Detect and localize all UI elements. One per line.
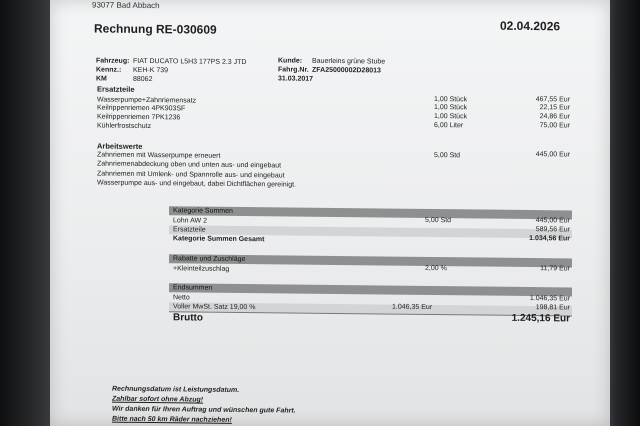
part-qty: 1,00 Stück — [434, 96, 468, 104]
brutto-amount: 1.245,16 Eur — [511, 312, 570, 325]
fahrzeug-label: Fahrzeug: — [96, 57, 130, 65]
kennz-value: KEH-K 739 — [133, 66, 169, 75]
part-qty: 1,00 Stück — [434, 104, 468, 112]
brutto-label: Brutto — [173, 312, 203, 324]
fahrgnr-value: ZFA25000002D28013 — [312, 66, 381, 75]
part-qty: 1,00 Stück — [434, 113, 468, 121]
erstzulassung-date: 31.03.2017 — [278, 75, 314, 83]
kategorie-row-qty: 5,00 Std — [425, 216, 452, 225]
netto-label: Netto — [173, 294, 190, 302]
footer-line: Bitte nach 50 km Räder nachziehen! — [112, 415, 232, 424]
rabatte-percent: 2,00 % — [425, 264, 447, 273]
rabatte-label: +Kleinteilzuschlag — [173, 265, 230, 273]
mwst-amount: 198,81 Eur — [535, 304, 570, 312]
km-value: 88062 — [133, 75, 153, 84]
kategorie-row-amount: 589,56 Eur — [535, 226, 570, 234]
part-qty: 6,00 Liter — [434, 122, 464, 130]
labor-line: Zahnriemen mit Wasserpumpe erneuert — [97, 151, 221, 160]
part-price: 75,00 Eur — [539, 122, 570, 130]
invoice-date: 02.04.2026 — [500, 18, 561, 34]
fahrgnr-label: Fahrg.Nr. — [278, 66, 309, 74]
km-label: KM — [96, 75, 107, 83]
kennz-label: Kennz.: — [96, 66, 122, 74]
netto-amount: 1.046,35 Eur — [529, 295, 570, 303]
endsummen-heading: Endsummen — [173, 284, 213, 292]
kategorie-row-label: Ersatzteile — [173, 226, 206, 234]
labor-qty: 5,00 Std — [434, 152, 461, 160]
fahrzeug-value: FIAT DUCATO L5H3 177PS 2.3 JTD — [133, 57, 247, 67]
invoice-title: Rechnung RE-030609 — [94, 21, 217, 37]
part-name: Wasserpumpe+Zahnriemensatz — [97, 96, 197, 105]
part-price: 467,55 Eur — [535, 96, 570, 104]
labor-line: Zahnriemenabdeckung oben und unten aus- und eingebaut — [97, 160, 282, 170]
kunde-label: Kunde: — [278, 57, 303, 65]
ersatzteile-heading: Ersatzteile — [97, 84, 135, 94]
part-name: Keilrippenriemen 7PK1236 — [97, 113, 181, 122]
labor-line: Wasserpumpe aus- und eingebaut, dabei Dichtflächen gereinigt. — [97, 179, 296, 189]
kategorie-heading: Kategorie Summen — [173, 207, 233, 215]
kategorie-row-label: Lohn AW 2 — [173, 217, 207, 225]
labor-price: 445,00 Eur — [535, 151, 570, 159]
kunde-value: Bauerleins grüne Stube — [312, 57, 386, 66]
invoice-document — [50, 0, 610, 426]
rabatte-heading: Rabatte und Zuschläge — [173, 255, 246, 264]
kategorie-total-amount: 1.034,56 Eur — [529, 235, 570, 243]
part-price: 22,15 Eur — [539, 104, 570, 112]
part-name: Keilrippenriemen 4PK903SF — [97, 104, 186, 113]
part-name: Kühlerfrostschutz — [97, 122, 152, 131]
labor-line: Zahnriemen mit Umlenk- und Spannrolle aus- und eingebaut — [97, 170, 285, 180]
company-address: 93077 Bad Abbach — [92, 0, 160, 11]
invoice-page — [50, 0, 610, 426]
footer-line: Zahlbar sofort ohne Abzug! — [112, 395, 204, 404]
footer-line: Rechnungsdatum ist Leistungsdatum. — [112, 385, 240, 394]
kategorie-row-amount: 445,00 Eur — [535, 217, 570, 225]
rabatte-amount: 11,79 Eur — [540, 265, 570, 273]
monitor-bezel-left — [0, 0, 52, 426]
monitor-bezel-right — [606, 0, 640, 426]
kategorie-total-label: Kategorie Summen Gesamt — [173, 235, 265, 244]
footer-line: Wir danken für Ihren Auftrag und wünschen gute Fahrt. — [112, 405, 296, 415]
part-price: 24,86 Eur — [539, 113, 570, 121]
mwst-base: 1.046,35 Eur — [392, 303, 433, 312]
arbeitswerte-heading: Arbeitswerte — [97, 141, 143, 151]
mwst-label: Voller MwSt. Satz 19,00 % — [173, 303, 256, 312]
